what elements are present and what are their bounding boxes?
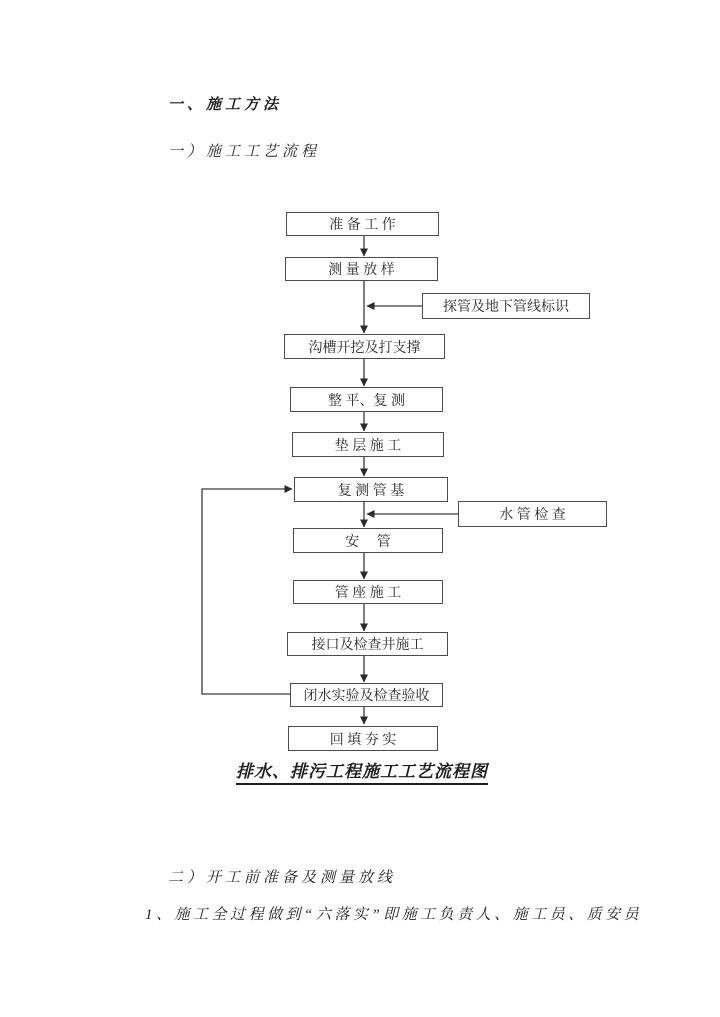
flow-box-joint-inspection-well: 接口及检查井施工	[287, 632, 448, 656]
flow-box-pipe-seat: 管 座 施 工	[293, 580, 443, 604]
flow-box-backfill-compaction: 回 填 夯 实	[288, 726, 438, 751]
flow-box-pipe-detection: 探管及地下管线标识	[422, 293, 590, 319]
subsection-heading-preparation: 二）开工前准备及测量放线	[168, 870, 397, 886]
flow-box-prepare-work: 准 备 工 作	[286, 212, 439, 236]
feedback-loop-watertest-to-recheck	[202, 489, 292, 694]
flowchart-caption: 排水、排污工程施工工艺流程图	[236, 757, 488, 785]
flow-box-water-closure-test: 闭水实验及检查验收	[290, 683, 443, 707]
flow-box-survey-layout: 测 量 放 样	[285, 257, 438, 281]
flow-box-recheck-pipe-base: 复 测 管 基	[294, 477, 448, 502]
flow-box-cushion-construction: 垫 层 施 工	[292, 432, 444, 457]
flow-box-pipe-install: 安 管	[293, 528, 443, 553]
section-heading: 一、施工方法	[168, 97, 283, 113]
subsection-heading-process-flow: 一）施工工艺流程	[168, 144, 321, 160]
flow-box-leveling-recheck: 整 平、复 测	[290, 387, 443, 412]
flow-box-water-pipe-check: 水 管 检 查	[458, 501, 607, 527]
flow-box-trench-excavation: 沟槽开挖及打支撑	[284, 334, 445, 359]
body-paragraph: 1、施工全过程做到“六落实”即施工负责人、施工员、质安员	[145, 907, 643, 923]
